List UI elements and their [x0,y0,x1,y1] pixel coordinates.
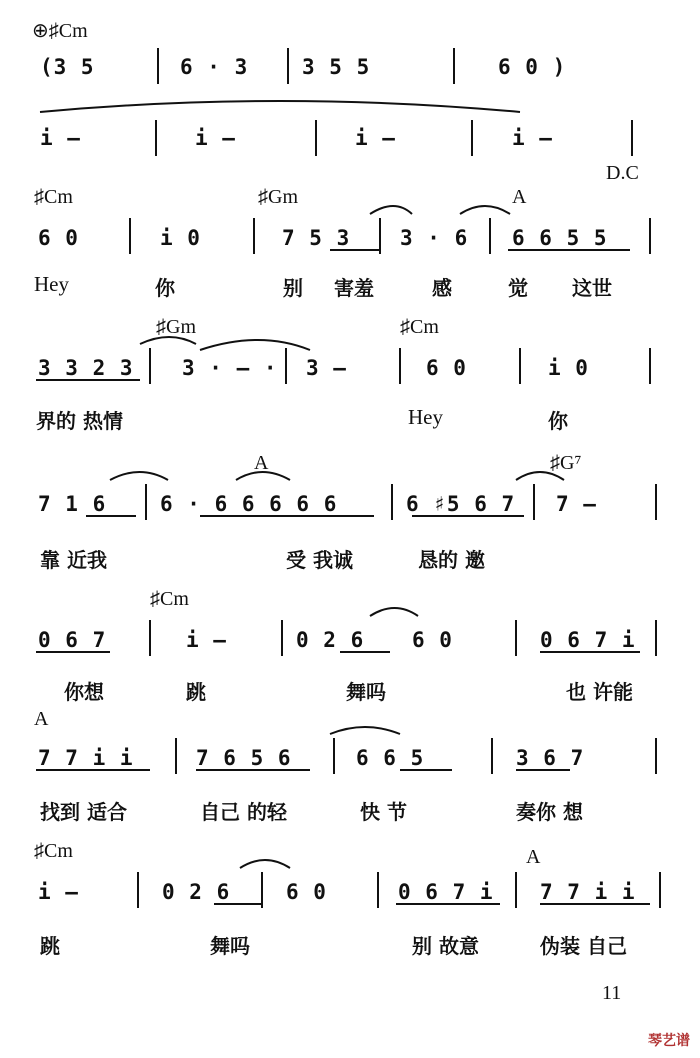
row7-lyric-2: 自己 的轻 [200,800,287,824]
row3-lyric-7: 这世 [572,276,612,300]
row8-lyric-1: 跳 [40,934,60,958]
row3-measure-4: 3 · 6 [400,226,469,250]
row7-measure-1: 7 7 i i [38,746,134,770]
row3-measure-3: 7 5 3 [282,226,351,250]
row3-measure-5: 6 6 5 5 [512,226,608,250]
row6-measure-4: 6 0 [412,628,453,652]
row4-measure-4: 6 0 [426,356,467,380]
row4-measure-2: 3 · – · [182,356,278,380]
row1-measure-3: 3 5 5 [302,55,371,79]
row5-lyric-3: 恳的 邀 [418,548,485,572]
row4-measure-3: 3 – [306,356,347,380]
row3-lyric-4: 害羞 [334,276,374,300]
row4-chord-2: ♯Cm [400,316,439,338]
row1-measure-2: 6 · 3 [180,55,249,79]
row8-lyric-2: 舞吗 [210,934,250,958]
coda-chord-label: ⊕♯Cm [32,20,88,42]
row1-measure-1: (3 5 [40,55,95,79]
row6-measure-5: 0 6 7 i [540,628,636,652]
page-number: 11 [602,982,622,1004]
row6-measure-2: i – [186,628,227,652]
watermark-logo: 琴艺谱 [648,1033,690,1049]
row3-chord-2: ♯Gm [258,186,298,208]
row3-measure-1: 6 0 [38,226,79,250]
row4-measure-5: i 0 [548,356,589,380]
row5-lyric-2: 受 我诚 [286,548,353,572]
row7-measure-3: 6 6 5 [356,746,425,770]
row2-measure-3: i – [355,126,396,150]
row4-lyric-3: 你 [548,409,568,433]
row3-lyric-5: 感 [432,276,452,300]
row2-measure-4: i – [512,126,553,150]
row8-measure-1: i – [38,880,79,904]
row3-measure-2: i 0 [160,226,201,250]
row4-measure-1: 3 3 2 3 [38,356,134,380]
row8-chord-1: ♯Cm [34,840,73,862]
row6-lyric-1: 你想 [64,680,104,704]
row8-measure-3: 6 0 [286,880,327,904]
row7-measure-2: 7 6 5 6 [196,746,292,770]
row3-chord-3: A [512,186,527,208]
row5-chord-1: A [254,452,269,474]
row6-chord-1: ♯Cm [150,588,189,610]
row2-measure-2: i – [195,126,236,150]
row5-chord-2: ♯G⁷ [550,452,582,474]
row8-lyric-4: 伪装 自己 [540,934,627,958]
row7-lyric-3: 快 节 [360,800,407,824]
row6-measure-1: 0 6 7 [38,628,107,652]
row1-measure-4: 6 0 ) [498,55,567,79]
dc-mark: D.C [606,162,639,184]
row7-measure-4: 3 6 7 [516,746,585,770]
row6-lyric-4: 也 许能 [566,680,633,704]
row8-measure-5: 7 7 i i [540,880,636,904]
row6-lyric-2: 跳 [186,680,206,704]
row8-lyric-3: 别 故意 [412,934,479,958]
row7-lyric-1: 找到 适合 [40,800,127,824]
row8-chord-2: A [526,846,541,868]
row3-lyric-2: 你 [155,276,175,300]
row3-lyric-1: Hey [34,272,69,296]
row5-measure-2: 6 · 6 6 6 6 6 [160,492,338,516]
row7-lyric-4: 奏你 想 [516,800,583,824]
row4-lyric-1: 界的 热情 [36,409,123,433]
row4-chord-1: ♯Gm [156,316,196,338]
row6-lyric-3: 舞吗 [346,680,386,704]
row7-chord-1: A [34,708,49,730]
row5-measure-4: 7 – [556,492,597,516]
row5-measure-1: 7 1 6 [38,492,107,516]
row2-measure-1: i – [40,126,81,150]
row8-measure-2: 0 2 6 [162,880,231,904]
row6-measure-3: 0 2 6 [296,628,365,652]
row3-lyric-3: 别 [283,276,303,300]
row4-lyric-2: Hey [408,405,443,429]
row3-chord-1: ♯Cm [34,186,73,208]
row5-lyric-1: 靠 近我 [40,548,107,572]
row3-lyric-6: 觉 [508,276,528,300]
row5-measure-3: 6 ♯5 6 7 [406,492,516,516]
row8-measure-4: 0 6 7 i [398,880,494,904]
